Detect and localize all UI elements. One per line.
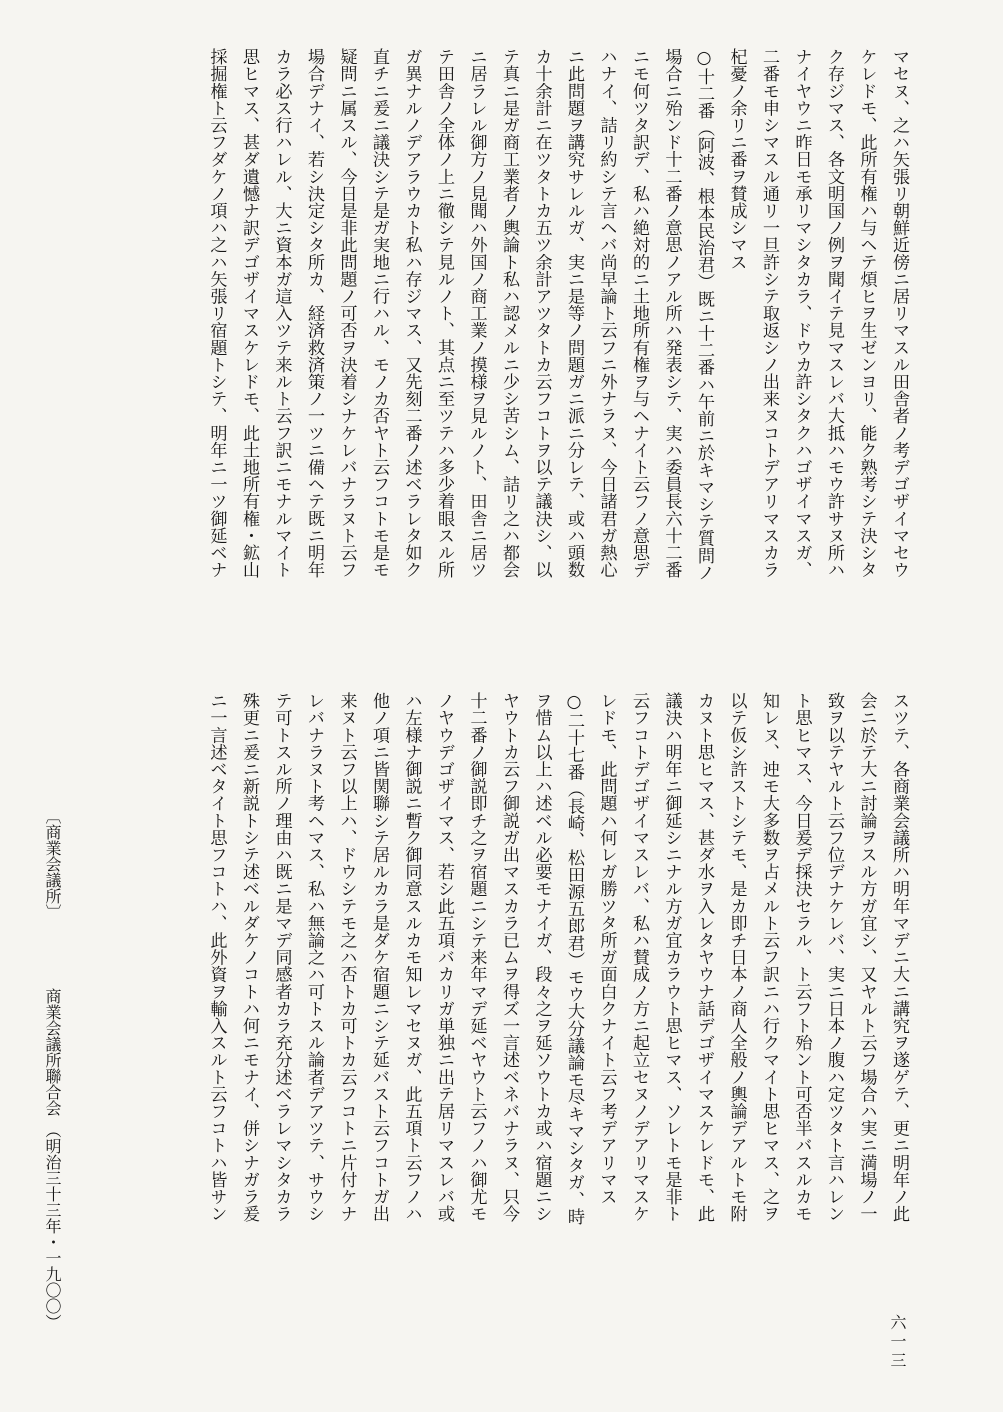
text-column: 云フコトデゴザイマスレバ、私ハ賛成ノ方ニ起立セヌノデアリマスケ <box>629 692 649 1223</box>
text-column: マセヌ、之ハ矢張リ朝鮮近傍ニ居リマスル田舎者ノ考デゴザイマセウ <box>889 48 909 579</box>
text-column: 直チニ爰ニ議決シテ是ガ実地ニ行ハル、モノカ否ヤト云フコトモ是モ <box>369 48 389 579</box>
text-column: 致ヲ以テヤルト云フ位デナケレバ、実ニ日本ノ腹ハ定ツタト言ハレン <box>824 692 844 1223</box>
running-footer-publisher: 〔商業会議所〕 <box>43 808 62 920</box>
text-column: レバナラヌト考ヘマス、私ハ無論之ハ可トスル論者デアツテ、サウシ <box>304 692 324 1223</box>
text-column: ハナイ、詰リ約シテ言ヘバ尚早論ト云フニ外ナラヌ、今日諸君ガ熱心 <box>596 48 617 579</box>
text-column: 来ヌト云フ以上ハ、ドウシテモ之ハ否トカ可トカ云フコトニ片付ケナ <box>336 692 357 1223</box>
text-column: ト思ヒマス、今日爰デ採決セラル、ト云フト殆ント可否半バスルカモ <box>791 692 812 1223</box>
text-column: 知レヌ、迚モ大多数ヲ占メルト云フ訳ニハ行クマイト思ヒマス、之ヲ <box>759 692 779 1223</box>
page-number: 六一三 <box>888 1314 907 1371</box>
running-footer-title: 商業会議所聯合会 <box>43 988 62 1116</box>
text-column: 他ノ項ニ皆関聯シテ居ルカラ是ダケ宿題ニシテ延バスト云フコトガ出 <box>369 692 389 1223</box>
text-column: カ十余計ニ在ツタトカ五ツ余計アツタトカ云フコトヲ以テ議決シ、以 <box>531 48 552 579</box>
text-column: ニ居ラレル御方ノ見聞ハ外国ノ商工業ノ摸様ヲ見ルノト、田舎ニ居ツ <box>466 48 487 579</box>
text-column: ヲ惜ム以上ハ述ベル必要モナイガ、段々之ヲ延ソウトカ或ハ宿題ニシ <box>531 692 552 1223</box>
text-column: ク存ジマス、各文明国ノ例ヲ聞イテ見マスレバ大抵ハモウ許サヌ所ハ <box>824 48 844 579</box>
text-column: 会ニ於テ大ニ討論ヲスル方ガ宜シ、又ヤルト云フ場合ハ実ニ満場ノ一 <box>856 692 877 1223</box>
text-column: 疑問ニ属スル、今日是非此問題ノ可否ヲ決着シナケレバナラヌト云フ <box>336 48 357 579</box>
speaker-column: ○十二番（阿波、根本民治君）既ニ十二番ハ午前ニ於キマシテ質問ノ <box>694 48 714 581</box>
text-column: カヌト思ヒマス、甚ダ水ヲ入レタヤウナ話デゴザイマスケレドモ、此 <box>694 692 714 1223</box>
text-column: ナイヤウニ昨日モ承リマシタカラ、ドウカ許シタクハゴザイマスガ、 <box>791 48 812 579</box>
text-column: レドモ、此問題ハ何レガ勝ツタ所ガ面白クナイト云フ考デアリマス <box>596 692 617 1206</box>
text-column: ニ一言述ベタイト思フコトハ、此外資ヲ輸入スルト云フコトハ皆サン <box>206 692 227 1223</box>
lower-text-block <box>65 692 915 1304</box>
text-column: 場合ニ殆ンド十二番ノ意思ノアル所ハ発表シテ、実ハ委員長六十二番 <box>661 48 682 579</box>
text-column: ニモ何ツタ訳デ、私ハ絶対的ニ土地所有権ヲ与ヘナイト云フノ意思デ <box>629 48 649 579</box>
text-column: 採掘権ト云フダケノ項ハ之ハ矢張リ宿題トシテ、明年ニ一ツ御延ベナ <box>206 48 227 579</box>
text-column: 殊更ニ爰ニ新説トシテ述ベルダケノコトハ何ニモナイ、併シナガラ爰 <box>239 692 259 1223</box>
text-column: テ可トスル所ノ理由ハ既ニ是マデ同感者カラ充分述ベラレマシタカラ <box>271 692 292 1223</box>
text-column: スツテ、各商業会議所ハ明年マデニ大ニ講究ヲ遂ゲテ、更ニ明年ノ此 <box>889 692 909 1223</box>
text-column: 以テ仮シ許ストシテモ、是カ即チ日本ノ商人全般ノ輿論デアルトモ附 <box>726 692 747 1223</box>
text-column: 二番モ申シマスル通リ一旦許シテ取返シノ出来ヌコトデアリマスカラ <box>759 48 779 579</box>
text-column: テ田舎ノ全体ノ上ニ徹シテ見ルノト、其点ニ至ツテハ多少着眼スル所 <box>434 48 454 579</box>
text-column: ガ異ナルノデアラウカト私ハ存ジマス、又先刻二番ノ述ベラレタ如ク <box>401 48 422 579</box>
text-column: ヤウトカ云フ御説ガ出マスカラ已ムヲ得ズ一言述ベネバナラヌ、只今 <box>499 692 519 1223</box>
text-column: ニ此問題ヲ講究サレルガ、実ニ是等ノ問題ガニ派ニ分レテ、或ハ頭数 <box>564 48 584 579</box>
text-column: ケレドモ、此所有権ハ与ヘテ煩ヒヲ生ゼンヨリ、能ク熟考シテ決シタ <box>856 48 877 579</box>
speaker-column: ○二十七番（長崎、松田源五郎君）モウ大分議論モ尽キマシタガ、時 <box>564 692 584 1225</box>
text-column: カラ必ス行ハレル、大ニ資本ガ這入ツテ来ルト云フ訳ニモナルマイト <box>271 48 292 579</box>
text-column: テ真ニ是ガ商工業者ノ輿論ト私ハ認メルニ少シ苦シム、詰リ之ハ都会 <box>499 48 519 579</box>
text-column: 杞憂ノ余リニ番ヲ賛成シマス <box>726 48 747 271</box>
text-column: 思ヒマス、甚ダ遺憾ナ訳デゴザイマスケレドモ、此土地所有権・鉱山 <box>239 48 259 579</box>
text-column: 議決ハ明年ニ御延シニナル方ガ宜カラウト思ヒマス、ソレトモ是非ト <box>661 692 682 1223</box>
text-column: ノヤウデゴザイマス、若シ此五項バカリガ単独ニ出テ居リマスレバ或 <box>434 692 454 1223</box>
text-column: ハ左様ナ御説ニ暫ク御同意スルカモ知レマセヌガ、此五項ト云フノハ <box>401 692 422 1223</box>
text-column: 十二番ノ御説即チ之ヲ宿題ニシテ来年マデ延ベヤウト云フノハ御尤モ <box>466 692 487 1223</box>
text-column: 場合デナイ、若シ決定シタ所カ、経済救済策ノ一ツニ備ヘテ既ニ明年 <box>304 48 324 579</box>
upper-text-block <box>65 48 915 654</box>
running-footer-date: （明治三十三年・一九〇〇） <box>43 1122 62 1330</box>
